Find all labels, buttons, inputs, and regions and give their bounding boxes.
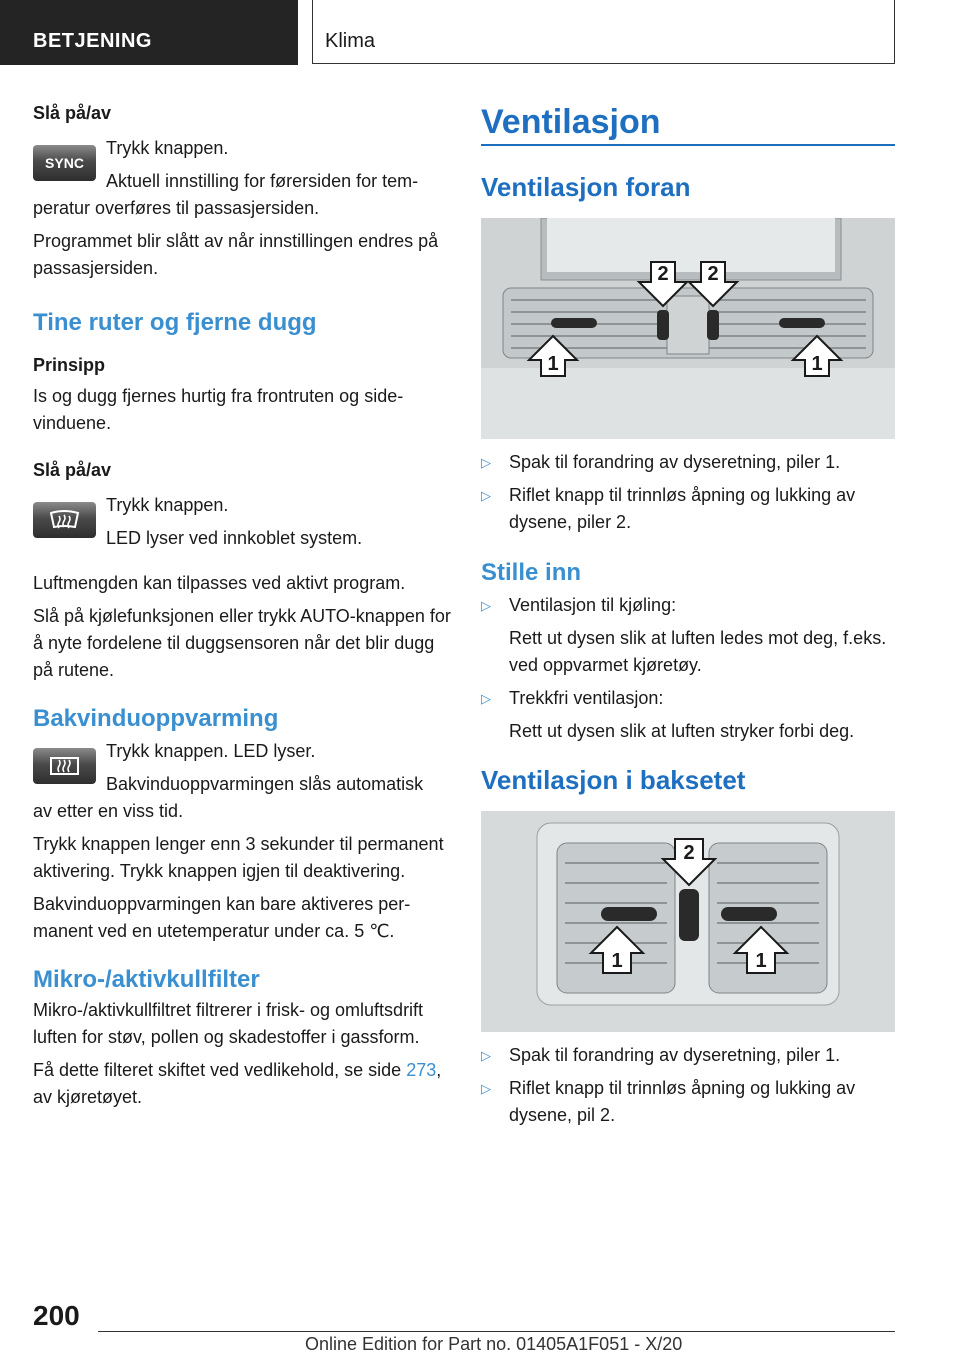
text: LED lyser ved innkoblet system. <box>106 528 363 548</box>
text: Trykk knappen. <box>106 495 229 515</box>
windshield-defrost-icon <box>33 502 96 538</box>
sub-heading-on-off: Slå på/av <box>33 103 112 123</box>
paragraph: Bakvinduoppvarmingen kan bare aktiveres permanent ved en utetemperatur under ca. 5 ℃. <box>33 894 411 941</box>
list-item: ▷ Spak til forandring av dyseretning, piler 1. <box>481 449 895 476</box>
sync-button-row <box>33 135 451 222</box>
rear-heating-button-row <box>33 738 451 825</box>
sync-button-image: SYNC <box>33 145 96 181</box>
heading-adjust: Stille inn <box>481 559 582 586</box>
bullet-icon: ▷ <box>481 691 491 706</box>
text: peratur overføres til passasjersiden. <box>33 198 320 218</box>
heading-ventilation: Ventilasjon <box>481 103 661 141</box>
arrow-label: 2 <box>683 842 695 864</box>
text: Bakvinduoppvarmingen slås automatisk <box>106 774 424 794</box>
paragraph: Slå på kjølefunksjonen eller trykk AUTO-knappen for å nyte fordelene til duggsensoren når det blir dugg på rutene. <box>33 606 451 680</box>
rear-vents-image <box>481 811 895 1032</box>
paragraph: Luftmengden kan tilpasses ved aktivt program. <box>33 573 406 593</box>
footer-edition: Online Edition for Part no. 01405A1F051 - X/20 <box>305 1334 683 1354</box>
heading-rear-window-heating: Bakvinduoppvarming <box>33 705 279 732</box>
arrow-label: 2 <box>707 263 719 285</box>
adjust-bullets <box>481 592 895 745</box>
paragraph: Mikro-/aktivkullfiltret filtrerer i frisk- og omluftsdrift luften for støv, pollen og skadestoffer i gassform. <box>33 1000 424 1047</box>
heading-micro-filter: Mikro-/aktivkullfilter <box>33 966 260 993</box>
rear-bullets <box>481 1042 895 1129</box>
arrow-label: 1 <box>755 950 767 972</box>
bullet-icon: ▷ <box>481 455 491 470</box>
text: av etter en viss tid. <box>33 801 184 821</box>
list-item: ▷ Ventilasjon til kjøling: Rett ut dysen slik at luften ledes mot deg, f.eks. ved oppvarmet kjøretøy. <box>481 592 895 679</box>
arrow-label: 1 <box>811 353 823 375</box>
bullet-icon: ▷ <box>481 1081 491 1096</box>
rear-window-heating-icon <box>33 748 96 784</box>
title-rule <box>481 100 895 146</box>
list-item: ▷ Trekkfri ventilasjon: Rett ut dysen slik at luften stryker forbi deg. <box>481 685 895 745</box>
paragraph: Is og dugg fjernes hurtig fra frontruten og sidevinduene. <box>33 386 404 433</box>
defrost-button-row <box>33 492 451 552</box>
heading-front-ventilation: Ventilasjon foran <box>481 172 691 202</box>
list-item: ▷ Riflet knapp til trinnløs åpning og lukking av dysene, piler 2. <box>481 482 895 536</box>
defrost-button-image <box>33 502 96 538</box>
bullet-icon: ▷ <box>481 1048 491 1063</box>
heading-defrost: Tine ruter og fjerne dugg <box>33 309 317 336</box>
front-bullets <box>481 449 895 536</box>
rear-heating-button-image <box>33 748 96 784</box>
list-item: ▷ Spak til forandring av dyseretning, piler 1. <box>481 1042 895 1069</box>
page-link-273[interactable]: 273 <box>406 1060 437 1080</box>
list-item: ▷ Riflet knapp til trinnløs åpning og lukking av dysene, pil 2. <box>481 1075 895 1129</box>
arrow-label: 2 <box>657 263 669 285</box>
left-column <box>33 100 451 1111</box>
text: Trykk knappen. <box>106 138 229 158</box>
right-column <box>481 100 895 1129</box>
page-number: 200 <box>33 1300 80 1331</box>
front-vents-image <box>481 218 895 439</box>
paragraph-filter-service: Få dette filteret skiftet ved vedlikehold, se side 273, av kjøretøyet. <box>33 1060 442 1107</box>
footer-rule <box>98 1331 895 1332</box>
bullet-icon: ▷ <box>481 488 491 503</box>
paragraph: Programmet blir slått av når innstillingen endres på passasjersiden. <box>33 231 439 278</box>
header-chapter: Klima <box>325 30 376 52</box>
bullet-icon: ▷ <box>481 598 491 613</box>
header-section: BETJENING <box>33 30 152 52</box>
arrow-label: 1 <box>547 353 559 375</box>
paragraph: Trykk knappen lenger enn 3 sekunder til permanent aktivering. Trykk knappen igjen til deaktivering. <box>33 834 444 881</box>
text: Trykk knappen. LED lyser. <box>106 741 316 761</box>
heading-rear-ventilation: Ventilasjon i baksetet <box>481 765 746 795</box>
text: Aktuell innstilling for førersiden for tem- <box>106 171 419 191</box>
sub-heading-principle: Prinsipp <box>33 355 106 375</box>
header-section-tab <box>0 0 298 65</box>
sub-heading-on-off: Slå på/av <box>33 460 112 480</box>
arrow-label: 1 <box>611 950 623 972</box>
header-chapter-tab <box>312 0 895 64</box>
